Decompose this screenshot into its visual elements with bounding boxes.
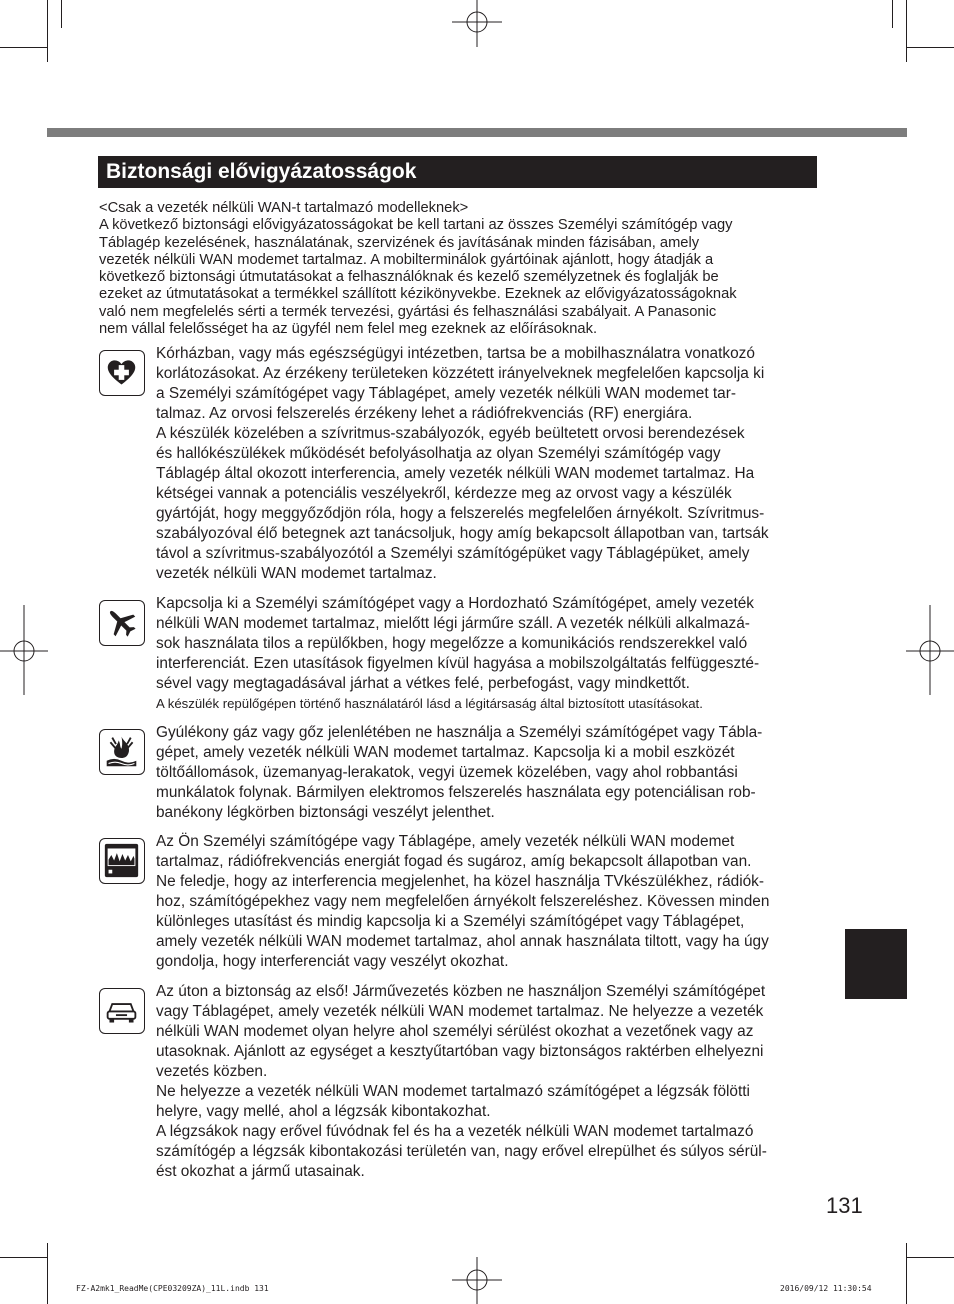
crop-mark (892, 0, 893, 28)
safety-text (156, 832, 818, 972)
text-line: számítógép a légzsák kibontakozási területén van, nagy erővel elrepülhet és súlyos sérül- (156, 1143, 767, 1160)
intro-line: következő biztonsági útmutatásokat a felhasználóknak és kezelő személyzetnek és foglalják be (99, 269, 719, 286)
intro-line: ezeket az útmutatásokat a termékkel szállított kézikönyvekbe. Ezeknek az elővigyázatosságoknak (99, 286, 737, 303)
safety-text (156, 982, 818, 1182)
safety-text (156, 723, 818, 823)
text-line: Kapcsolja ki a Személyi számítógépet vagy a Hordozható Számítógépet, amely vezeték (156, 595, 754, 612)
text-line: Kórházban, vagy más egészségügyi intézetben, tartsa be a mobilhasználatra vonatkozó (156, 345, 755, 362)
registration-mark-icon (0, 605, 48, 695)
text-line: ést okozhat a jármű utasainak. (156, 1163, 365, 1180)
footer-timestamp: 2016/09/12 11:30:54 (780, 1284, 872, 1293)
page-number: 131 (826, 1193, 863, 1218)
car-icon (99, 988, 145, 1034)
text-line: banékony légkörben biztonsági veszélyt jelenthet. (156, 804, 495, 821)
crop-mark (47, 0, 48, 62)
text-line: vagy Táblagépet, amely vezeték nélküli WAN modemet tartalmaz. Ne helyezze a vezeték (156, 1003, 764, 1020)
intro-line: nem vállal felelősséget ha az ügyfél nem felel meg ezeknek az előírásoknak. (99, 321, 598, 338)
text-line: tartalmaz, rádiófrekvenciás energiát fogad és sugároz, amíg bekapcsolt állapotban van. (156, 853, 752, 870)
header-rule (47, 128, 907, 137)
hospital-heart-icon (99, 350, 145, 396)
crop-mark (906, 47, 954, 48)
text-line: Gyúlékony gáz vagy gőz jelenlétében ne használja a Személyi számítógépet vagy Tábla- (156, 724, 763, 741)
text-line: sok használata tilos a repülőkben, hogy megelőzze a komunikációs rendszerekkel való (156, 635, 748, 652)
flammable-gas-icon (99, 729, 145, 775)
crop-mark (47, 1243, 48, 1304)
text-line: Ne feledje, hogy az interferencia megjelenhet, ha közel használja TVkészülékhez, rádiók- (156, 873, 764, 890)
text-line: munkálatok folynak. Bármilyen elektromos felszerelés használata egy potenciálisan rob- (156, 784, 756, 801)
text-line: hoz, számítógépekhez vagy nem megfelelően árnyékolt felszereléshez. Kövessen minden (156, 893, 770, 910)
crop-mark (0, 47, 47, 48)
intro-line: <Csak a vezeték nélküli WAN-t tartalmazó modelleknek> (99, 200, 469, 216)
tv-interference-icon (99, 838, 145, 884)
text-line: gondolja, hogy interferenciát vagy veszélyt okozhat. (156, 953, 509, 970)
text-line: A készülék közelében a szívritmus-szabályozók, egyéb beültetett orvosi berendezések (156, 425, 745, 442)
airplane-icon (99, 600, 145, 646)
crop-mark (906, 1257, 954, 1258)
text-line: kétségei vannak a potenciális veszélyekről, kérdezze meg az orvost vagy a készülék (156, 485, 732, 502)
text-line: vezetés közben. (156, 1063, 268, 1080)
text-line: és hallókészülékek működését befolyásolhatja az olyan Személyi számítógép vagy (156, 445, 721, 462)
registration-mark-icon (452, 0, 502, 48)
text-line: vezeték nélküli WAN modemet tartalmaz. (156, 565, 437, 582)
text-line: A légzsákok nagy erővel fúvódnak fel és ha a vezeték nélküli WAN modemet tartalmazó (156, 1123, 754, 1140)
text-line: interferenciát. Ezen utasítások figyelmen kívül hagyása a mobilszolgáltatás felfüggeszté- (156, 655, 760, 672)
text-line: talmaz. Az orvosi felszerelés érzékeny lehet a rádiófrekvenciás (RF) energiára. (156, 405, 693, 422)
text-line: nélküli WAN modemet olyan helyre ahol személyi sérülést okozhat a vezetőnek vagy az (156, 1023, 754, 1040)
intro-line: Táblagép kezelésének, használatának, szervizének és javításának minden fázisában, amely (99, 234, 700, 251)
text-line: szabályozóval élő betegnek azt tanácsoljuk, hogy amíg bekapcsolt állapotban van, tartsák (156, 525, 769, 542)
text-line: korlátozásokat. Az érzékeny területeken közzétett irányelveknek megfelelően kapcsolja ki (156, 365, 765, 382)
text-line: sével vagy megtagadásával járhat a vétkes felé, perbefogást, vagy mindkettőt. (156, 675, 690, 692)
safety-text (156, 594, 818, 714)
text-line: gépet, amely vezeték nélküli WAN modemet tartalmaz. Kapcsolja ki a mobil eszközét (156, 744, 735, 761)
text-line: helyre, vagy mellé, ahol a légzsák kibontakozhat. (156, 1103, 491, 1120)
safety-text (156, 344, 818, 584)
section-title: Biztonsági elővigyázatosságok (98, 156, 817, 188)
text-note: A készülék repülőgépen történő használatáról lásd a légitársaság által biztosított utasításokat. (156, 696, 703, 711)
text-line: Az úton a biztonság az első! Járművezetés közben ne használjon Személyi számítógépet (156, 983, 766, 1000)
text-line: Az Ön Személyi számítógépe vagy Táblagépe, amely vezeték nélküli WAN modemet (156, 833, 735, 850)
intro-line: való nem megfelelés sérti a termék tervezési, gyártási és felhasználási szabályait. A Panasonic (99, 303, 717, 320)
text-line: nélküli WAN modemet tartalmaz, mielőtt légi járműre száll. A vezeték nélküli alkalmazá- (156, 615, 750, 632)
text-line: távol a szívritmus-szabályozótól a Személyi számítógépüket vagy Táblagépüket, amely (156, 545, 750, 562)
text-line: a Személyi számítógépet vagy Táblagépet, amely vezeték nélküli WAN modemet tar- (156, 385, 736, 402)
registration-mark-icon (906, 605, 954, 695)
crop-mark (0, 1257, 47, 1258)
text-line: amely vezeték nélküli WAN modemet tartalmaz, ahol annak használata tiltott, vagy ha úgy (156, 933, 769, 950)
text-line: Ne helyezze a vezeték nélküli WAN modemet tartalmazó számítógépet a légzsák fölötti (156, 1083, 750, 1100)
intro-line: A következő biztonsági elővigyázatosságokat be kell tartani az összes Személyi számítógép vagy (99, 217, 733, 234)
footer-file-info: FZ-A2mk1_ReadMe(CPE03209ZA)_11L.indb 131 (76, 1284, 269, 1293)
text-line: gyártóját, hogy meggyőződjön róla, hogy a felszerelés megfelelően árnyékolt. Szívritmus- (156, 505, 765, 522)
text-line: töltőállomások, üzemanyag-lerakatok, vegyi üzemek közelében, vagy ahol robbantási (156, 764, 738, 781)
registration-mark-icon (452, 1256, 502, 1304)
crop-mark (906, 1243, 907, 1304)
text-line: különleges utasítást és mindig kapcsolja ki a Személyi számítógépet vagy Táblagépet, (156, 913, 745, 930)
crop-mark (906, 0, 907, 62)
intro-line: vezeték nélküli WAN modemet tartalmaz. A mobilterminálok gyártóinak ajánlott, hogy átadják a (99, 251, 714, 268)
text-line: utasoknak. Ajánlott az egységet a kesztyűtartóban vagy biztonságos raktérben elhelyezni (156, 1043, 764, 1060)
text-line: Táblagép által okozott interferencia, amely vezeték nélküli WAN modemet tartalmaz. Ha (156, 465, 755, 482)
side-tab (845, 929, 907, 999)
crop-mark (61, 0, 62, 28)
intro-paragraph (99, 200, 819, 338)
